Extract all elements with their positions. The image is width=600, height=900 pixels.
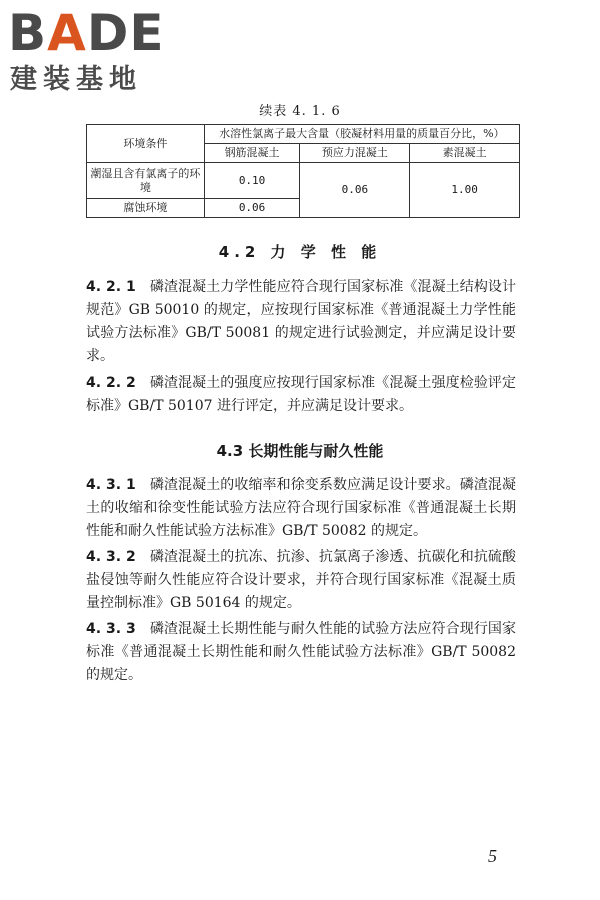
table-caption: 续表 4. 1. 6 — [259, 104, 341, 119]
logo-wordmark: BADE — [8, 4, 165, 62]
header-plain: 素混凝土 — [410, 144, 520, 163]
clause-4-2-1: 4. 2. 1 磷渣混凝土力学性能应符合现行国家标准《混凝土结构设计规范》GB 50010 的规定，应按现行国家标准《普通混凝土力学性能试验方法标准》GB/T 50081 的规定进行试验测定，并应满足设计要求。 — [86, 279, 516, 364]
header-environment: 环境条件 — [87, 125, 205, 163]
table-row — [87, 163, 520, 199]
header-chloride-group: 水溶性氯离子最大含量（胶凝材料用量的质量百分比，%） — [204, 125, 519, 144]
env-cell: 腐蚀环境 — [87, 199, 205, 218]
env-cell: 潮湿且含有氯离子的环境 — [87, 163, 205, 199]
reinforced-value: 0.06 — [204, 199, 300, 218]
clause-4-2-2: 4. 2. 2 磷渣混凝土的强度应按现行国家标准《混凝土强度检验评定标准》GB/T 50107 进行评定，并应满足设计要求。 — [86, 375, 516, 414]
prestressed-value: 0.06 — [300, 163, 410, 218]
clause-4-3-3: 4. 3. 3 磷渣混凝土长期性能与耐久性能的试验方法应符合现行国家标准《普通混凝土长期性能和耐久性能试验方法标准》GB/T 50082的规定。 — [86, 621, 516, 683]
header-prestressed: 预应力混凝土 — [300, 144, 410, 163]
header-reinforced: 钢筋混凝土 — [204, 144, 300, 163]
plain-value: 1.00 — [410, 163, 520, 218]
logo-chinese-text: 建装基地 — [10, 64, 142, 95]
clause-4-3-2: 4. 3. 2 磷渣混凝土的抗冻、抗渗、抗氯离子渗透、抗碳化和抗硫酸盐侵蚀等耐久性能应符合设计要求，并符合现行国家标准《混凝土质量控制标准》GB 50164 的规定。 — [86, 549, 516, 611]
section-heading-4-2: 4.2 力 学 性 能 — [218, 243, 382, 261]
chloride-limit-table — [86, 124, 520, 218]
page-number: 5 — [488, 846, 497, 866]
clause-4-3-1: 4. 3. 1 磷渣混凝土的收缩率和徐变系数应满足设计要求。磷渣混凝土的收缩和徐变性能试验方法应符合现行国家标准《普通混凝土长期性能和耐久性能试验方法标准》GB/T 50082 的规定。 — [86, 477, 516, 539]
section-heading-4-3: 4.3 长期性能与耐久性能 — [216, 442, 384, 460]
reinforced-value: 0.10 — [204, 163, 300, 199]
brand-logo — [8, 6, 178, 98]
